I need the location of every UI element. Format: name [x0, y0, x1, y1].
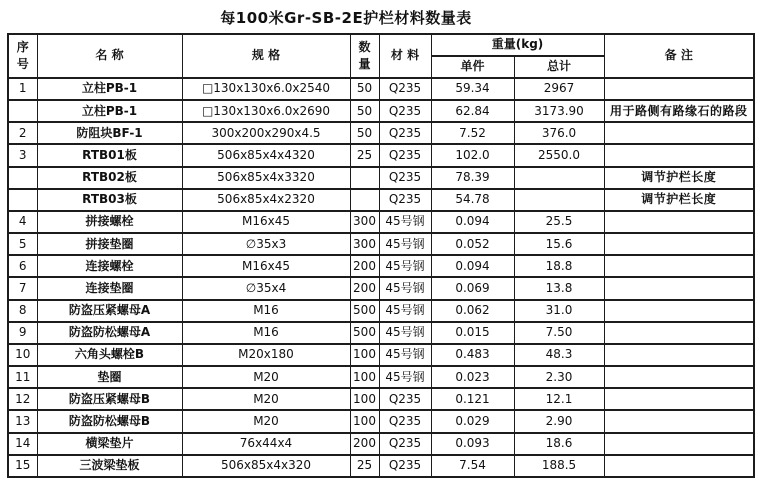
cell-total-weight: 18.6: [514, 433, 604, 455]
cell-total-weight: 18.8: [514, 255, 604, 277]
cell-quantity: 25: [350, 455, 379, 477]
cell-serial-number: 8: [8, 300, 37, 322]
cell-material: 45号钢: [379, 277, 431, 299]
cell-unit-weight: 0.015: [431, 322, 514, 344]
cell-part-name: 拼接垫圈: [37, 233, 182, 255]
table-row: [8, 322, 754, 344]
cell-specification: M20: [182, 410, 350, 432]
cell-remark: [604, 277, 754, 299]
cell-part-name: RTB02板: [37, 167, 182, 189]
cell-part-name: 防盗防松螺母A: [37, 322, 182, 344]
cell-specification: □130x130x6.0x2540: [182, 78, 350, 100]
cell-total-weight: 13.8: [514, 277, 604, 299]
header-remarks: 备 注: [604, 34, 754, 78]
cell-total-weight: 188.5: [514, 455, 604, 477]
table-row: [8, 388, 754, 410]
cell-remark: [604, 255, 754, 277]
cell-specification: 506x85x4x320: [182, 455, 350, 477]
cell-total-weight: 31.0: [514, 300, 604, 322]
cell-part-name: 拼接螺栓: [37, 211, 182, 233]
cell-unit-weight: 0.029: [431, 410, 514, 432]
cell-remark: [604, 300, 754, 322]
cell-remark: [604, 211, 754, 233]
table-row: [8, 167, 754, 189]
header-name: 名 称: [37, 34, 182, 78]
cell-unit-weight: 59.34: [431, 78, 514, 100]
header-row-top: [8, 34, 754, 56]
cell-remark: 用于路侧有路缘石的路段: [604, 100, 754, 122]
header-specification: 规 格: [182, 34, 350, 78]
cell-material: 45号钢: [379, 366, 431, 388]
cell-material: Q235: [379, 100, 431, 122]
cell-material: Q235: [379, 78, 431, 100]
cell-total-weight: 376.0: [514, 122, 604, 144]
cell-quantity: [350, 189, 379, 211]
cell-remark: [604, 233, 754, 255]
cell-specification: 76x44x4: [182, 433, 350, 455]
cell-material: 45号钢: [379, 211, 431, 233]
cell-quantity: 200: [350, 433, 379, 455]
cell-serial-number: [8, 167, 37, 189]
material-quantity-table: [7, 33, 755, 478]
header-material: 材 料: [379, 34, 431, 78]
cell-quantity: [350, 167, 379, 189]
cell-total-weight: 2967: [514, 78, 604, 100]
cell-total-weight: 48.3: [514, 344, 604, 366]
cell-part-name: 立柱PB-1: [37, 100, 182, 122]
cell-total-weight: [514, 189, 604, 211]
cell-total-weight: 2.30: [514, 366, 604, 388]
cell-material: Q235: [379, 122, 431, 144]
cell-material: 45号钢: [379, 255, 431, 277]
cell-unit-weight: 0.483: [431, 344, 514, 366]
cell-remark: [604, 433, 754, 455]
cell-remark: [604, 322, 754, 344]
cell-unit-weight: 7.52: [431, 122, 514, 144]
header-serial-number: [8, 34, 37, 78]
cell-material: Q235: [379, 189, 431, 211]
cell-part-name: 防阻块BF-1: [37, 122, 182, 144]
table-row: [8, 255, 754, 277]
cell-material: 45号钢: [379, 344, 431, 366]
cell-quantity: 50: [350, 100, 379, 122]
cell-serial-number: 10: [8, 344, 37, 366]
cell-serial-number: 2: [8, 122, 37, 144]
cell-remark: [604, 455, 754, 477]
cell-serial-number: 11: [8, 366, 37, 388]
cell-unit-weight: 0.062: [431, 300, 514, 322]
cell-part-name: RTB03板: [37, 189, 182, 211]
table-row: [8, 366, 754, 388]
cell-total-weight: 25.5: [514, 211, 604, 233]
cell-unit-weight: 0.052: [431, 233, 514, 255]
header-quantity-label: 数量: [358, 39, 371, 71]
cell-total-weight: 12.1: [514, 388, 604, 410]
cell-quantity: 300: [350, 211, 379, 233]
cell-unit-weight: 0.094: [431, 255, 514, 277]
cell-total-weight: 15.6: [514, 233, 604, 255]
cell-specification: 300x200x290x4.5: [182, 122, 350, 144]
cell-part-name: 防盗压紧螺母A: [37, 300, 182, 322]
cell-unit-weight: 0.121: [431, 388, 514, 410]
cell-quantity: 200: [350, 277, 379, 299]
cell-serial-number: 9: [8, 322, 37, 344]
cell-remark: [604, 78, 754, 100]
cell-specification: 506x85x4x4320: [182, 144, 350, 166]
cell-quantity: 50: [350, 122, 379, 144]
cell-unit-weight: 54.78: [431, 189, 514, 211]
cell-serial-number: 7: [8, 277, 37, 299]
cell-remark: [604, 366, 754, 388]
cell-part-name: 六角头螺栓B: [37, 344, 182, 366]
header-weight-kg: 重量(kg): [431, 34, 604, 56]
header-total-weight: 总计: [514, 56, 604, 78]
cell-unit-weight: 0.069: [431, 277, 514, 299]
cell-serial-number: 4: [8, 211, 37, 233]
cell-specification: 506x85x4x3320: [182, 167, 350, 189]
cell-specification: ∅35x4: [182, 277, 350, 299]
cell-serial-number: 14: [8, 433, 37, 455]
cell-material: 45号钢: [379, 233, 431, 255]
header-serial-number-label: 序号: [16, 39, 29, 71]
cell-serial-number: 3: [8, 144, 37, 166]
table-row: [8, 433, 754, 455]
cell-total-weight: 3173.90: [514, 100, 604, 122]
cell-serial-number: 5: [8, 233, 37, 255]
cell-quantity: 25: [350, 144, 379, 166]
cell-quantity: 100: [350, 388, 379, 410]
cell-part-name: 连接垫圈: [37, 277, 182, 299]
table-row: [8, 211, 754, 233]
cell-specification: M20: [182, 388, 350, 410]
cell-serial-number: [8, 189, 37, 211]
table-row: [8, 233, 754, 255]
cell-specification: M20x180: [182, 344, 350, 366]
cell-quantity: 200: [350, 255, 379, 277]
cell-part-name: 横梁垫片: [37, 433, 182, 455]
table-row: [8, 78, 754, 100]
table-row: [8, 410, 754, 432]
table-row: [8, 344, 754, 366]
header-quantity: [350, 34, 379, 78]
table-row: [8, 122, 754, 144]
cell-remark: [604, 410, 754, 432]
cell-unit-weight: 0.023: [431, 366, 514, 388]
cell-quantity: 100: [350, 366, 379, 388]
cell-quantity: 500: [350, 322, 379, 344]
cell-part-name: RTB01板: [37, 144, 182, 166]
cell-total-weight: [514, 167, 604, 189]
cell-quantity: 300: [350, 233, 379, 255]
cell-specification: M16x45: [182, 211, 350, 233]
cell-specification: M16: [182, 322, 350, 344]
cell-specification: M16: [182, 300, 350, 322]
cell-remark: [604, 144, 754, 166]
table-header: [8, 34, 754, 78]
cell-part-name: 垫圈: [37, 366, 182, 388]
table-row: [8, 300, 754, 322]
cell-material: Q235: [379, 455, 431, 477]
header-unit-weight: 单件: [431, 56, 514, 78]
cell-serial-number: [8, 100, 37, 122]
cell-material: Q235: [379, 433, 431, 455]
cell-unit-weight: 62.84: [431, 100, 514, 122]
cell-quantity: 100: [350, 344, 379, 366]
cell-specification: ∅35x3: [182, 233, 350, 255]
cell-quantity: 50: [350, 78, 379, 100]
cell-remark: 调节护栏长度: [604, 189, 754, 211]
cell-part-name: 三波梁垫板: [37, 455, 182, 477]
cell-part-name: 防盗压紧螺母B: [37, 388, 182, 410]
cell-material: Q235: [379, 167, 431, 189]
table-row: [8, 455, 754, 477]
cell-remark: [604, 122, 754, 144]
cell-specification: 506x85x4x2320: [182, 189, 350, 211]
cell-unit-weight: 0.093: [431, 433, 514, 455]
cell-serial-number: 12: [8, 388, 37, 410]
cell-remark: 调节护栏长度: [604, 167, 754, 189]
cell-specification: M16x45: [182, 255, 350, 277]
cell-specification: □130x130x6.0x2690: [182, 100, 350, 122]
table-row: [8, 144, 754, 166]
cell-serial-number: 13: [8, 410, 37, 432]
cell-material: 45号钢: [379, 300, 431, 322]
cell-specification: M20: [182, 366, 350, 388]
cell-unit-weight: 0.094: [431, 211, 514, 233]
cell-remark: [604, 388, 754, 410]
cell-serial-number: 1: [8, 78, 37, 100]
cell-part-name: 连接螺栓: [37, 255, 182, 277]
cell-material: Q235: [379, 144, 431, 166]
cell-unit-weight: 7.54: [431, 455, 514, 477]
cell-serial-number: 6: [8, 255, 37, 277]
cell-quantity: 100: [350, 410, 379, 432]
cell-quantity: 500: [350, 300, 379, 322]
cell-serial-number: 15: [8, 455, 37, 477]
cell-part-name: 防盗防松螺母B: [37, 410, 182, 432]
table-body: [8, 78, 754, 477]
table-row: [8, 189, 754, 211]
cell-material: Q235: [379, 410, 431, 432]
cell-total-weight: 7.50: [514, 322, 604, 344]
cell-unit-weight: 102.0: [431, 144, 514, 166]
cell-total-weight: 2.90: [514, 410, 604, 432]
table-title: 每100米Gr-SB-2E护栏材料数量表: [220, 9, 472, 27]
table-row: [8, 277, 754, 299]
cell-total-weight: 2550.0: [514, 144, 604, 166]
cell-unit-weight: 78.39: [431, 167, 514, 189]
table-row: [8, 100, 754, 122]
cell-material: 45号钢: [379, 322, 431, 344]
cell-part-name: 立柱PB-1: [37, 78, 182, 100]
cell-material: Q235: [379, 388, 431, 410]
cell-remark: [604, 344, 754, 366]
